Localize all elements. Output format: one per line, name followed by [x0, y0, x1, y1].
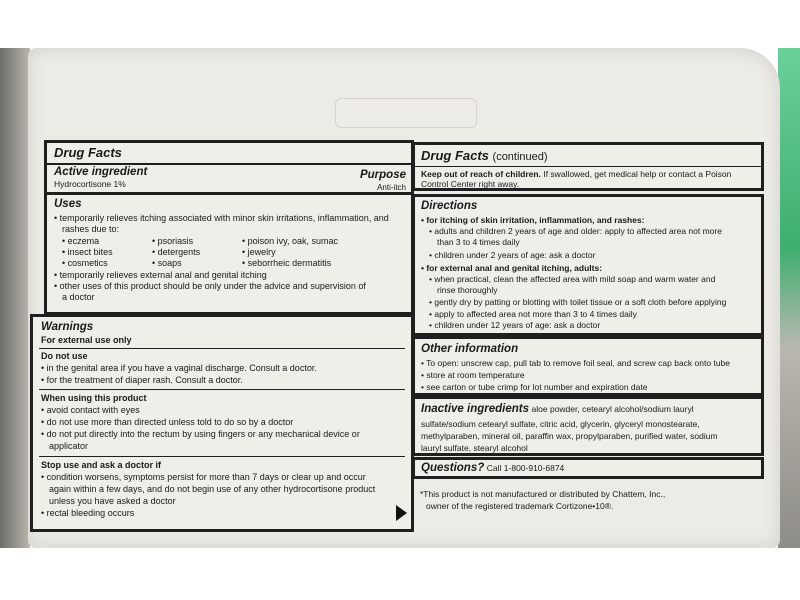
- when-using-item: • do not put directly into the rectum by using fingers or any mechanical device or: [41, 429, 360, 439]
- continue-arrow-icon: [396, 505, 407, 521]
- uses-list-item: • poison ivy, oak, sumac: [242, 236, 339, 246]
- when-using-heading: When using this product: [41, 393, 147, 403]
- questions-heading: Questions?: [421, 462, 485, 474]
- uses-line: rashes due to:: [62, 224, 120, 234]
- inactive-ingredients-line: methylparaben, mineral oil, paraffin wax, propylparaben, purified water, sodium: [421, 431, 718, 441]
- stop-use-item: • condition worsens, symptoms persist for more than 7 days or clear up and occur: [41, 472, 366, 482]
- uses-list-item: • eczema: [62, 236, 100, 246]
- inactive-ingredients-panel: [412, 396, 764, 456]
- uses-line: • temporarily relieves itching associated with minor skin irritations, inflammation, and: [54, 213, 389, 223]
- uses-heading: Uses: [54, 198, 82, 210]
- background-right: [778, 48, 800, 548]
- purpose-heading: Purpose: [359, 169, 406, 181]
- directions-item: • children under 2 years of age: ask a doctor: [429, 250, 596, 260]
- inactive-ingredients-line: Inactive ingredients aloe powder, cetearyl alcohol/sodium lauryl: [421, 403, 694, 415]
- stop-use-item: • rectal bleeding occurs: [41, 508, 135, 518]
- other-information-item: • see carton or tube crimp for lot number and expiration date: [421, 382, 648, 392]
- continued-label: (continued): [492, 151, 548, 163]
- divider: [47, 192, 411, 195]
- divider: [39, 389, 405, 390]
- uses-list-item: • cosmetics: [62, 258, 108, 268]
- divider: [39, 456, 405, 457]
- directions-item: • for itching of skin irritation, inflammation, and rashes:: [421, 215, 645, 225]
- background-left: [0, 48, 30, 548]
- purpose-value: Anti-itch: [377, 183, 406, 192]
- warnings-heading: Warnings: [41, 321, 94, 333]
- uses-list-item: • seborrheic dermatitis: [242, 258, 332, 268]
- uses-list-item: • insect bites: [62, 247, 113, 257]
- drug-facts-title: Drug Facts: [54, 145, 122, 160]
- directions-item: • gently dry by patting or blotting with toilet tissue or a soft cloth before applying: [429, 297, 727, 307]
- directions-item: • apply to affected area not more than 3 to 4 times daily: [429, 309, 637, 319]
- background-bottom: [0, 548, 800, 600]
- background-top: [0, 0, 800, 48]
- uses-list-item: • soaps: [152, 258, 182, 268]
- when-using-item: • do not use more than directed unless told to do so by a doctor: [41, 417, 294, 427]
- directions-item: • children under 12 years of age: ask a doctor: [429, 320, 601, 330]
- when-using-item: applicator: [49, 441, 89, 451]
- uses-list-item: • detergents: [152, 247, 201, 257]
- other-information-item: • To open: unscrew cap, pull tab to remove foil seal, and screw cap back onto tube: [421, 358, 730, 368]
- drug-facts-continued-title: Drug Facts (continued): [421, 148, 548, 163]
- directions-item: • when practical, clean the affected area with mild soap and warm water and: [429, 274, 716, 284]
- divider: [39, 348, 405, 349]
- other-information-panel: [412, 336, 764, 396]
- trademark-footnote: *This product is not manufactured or distributed by Chattem, Inc.,: [420, 489, 666, 499]
- other-information-item: • store at room temperature: [421, 370, 525, 380]
- directions-panel: [412, 194, 764, 336]
- stop-use-item: unless you have asked a doctor: [49, 496, 176, 506]
- directions-item: than 3 to 4 times daily: [437, 237, 520, 247]
- inactive-ingredients-line: sulfate/sodium cetearyl sulfate, citric acid, glycerin, glyceryl monostearate,: [421, 419, 700, 429]
- divider: [47, 163, 411, 165]
- questions-panel: [412, 457, 764, 479]
- uses-line: • other uses of this product should be only under the advice and supervision of: [54, 281, 366, 291]
- inactive-ingredients-heading: Inactive ingredients: [421, 403, 530, 415]
- carton-tab-notch: [335, 98, 477, 128]
- directions-item: • for external anal and genital itching, adults:: [421, 263, 603, 273]
- keep-out-of-reach-text: Control Center right away.: [421, 179, 520, 189]
- do-not-use-item: • in the genital area if you have a vaginal discharge. Consult a doctor.: [41, 363, 317, 373]
- drug-facts-continued-panel: [412, 142, 764, 191]
- uses-line: • temporarily relieves external anal and genital itching: [54, 270, 267, 280]
- questions-phone: Call 1-800-910-6874: [486, 463, 565, 473]
- stop-use-item: again within a few days, and do not begin use of any other hydrocortisone product: [49, 484, 376, 494]
- stop-use-heading: Stop use and ask a doctor if: [41, 460, 162, 470]
- do-not-use-item: • for the treatment of diaper rash. Consult a doctor.: [41, 375, 243, 385]
- active-ingredient-heading: Active ingredient: [54, 166, 148, 178]
- other-information-heading: Other information: [421, 343, 519, 355]
- external-use-label: For external use only: [41, 335, 132, 345]
- uses-list-item: • psoriasis: [152, 236, 194, 246]
- do-not-use-heading: Do not use: [41, 351, 88, 361]
- when-using-item: • avoid contact with eyes: [41, 405, 140, 415]
- uses-line: a doctor: [62, 292, 95, 302]
- keep-out-of-reach-text: Keep out of reach of children. If swallowed, get medical help or contact a Poison: [421, 169, 732, 179]
- questions-line: [421, 462, 564, 475]
- divider: [415, 166, 761, 167]
- uses-list-item: • jewelry: [242, 247, 276, 257]
- active-ingredient-value: Hydrocortisone 1%: [54, 179, 126, 189]
- inactive-ingredients-line: lauryl sulfate, stearyl alcohol: [421, 443, 528, 453]
- directions-heading: Directions: [421, 200, 478, 212]
- trademark-footnote: owner of the registered trademark Cortizone•10®.: [426, 501, 614, 511]
- directions-item: rinse thoroughly: [437, 285, 498, 295]
- directions-item: • adults and children 2 years of age and older: apply to affected area not more: [429, 226, 722, 236]
- warnings-panel: [30, 314, 414, 532]
- drug-facts-panel: [44, 140, 414, 315]
